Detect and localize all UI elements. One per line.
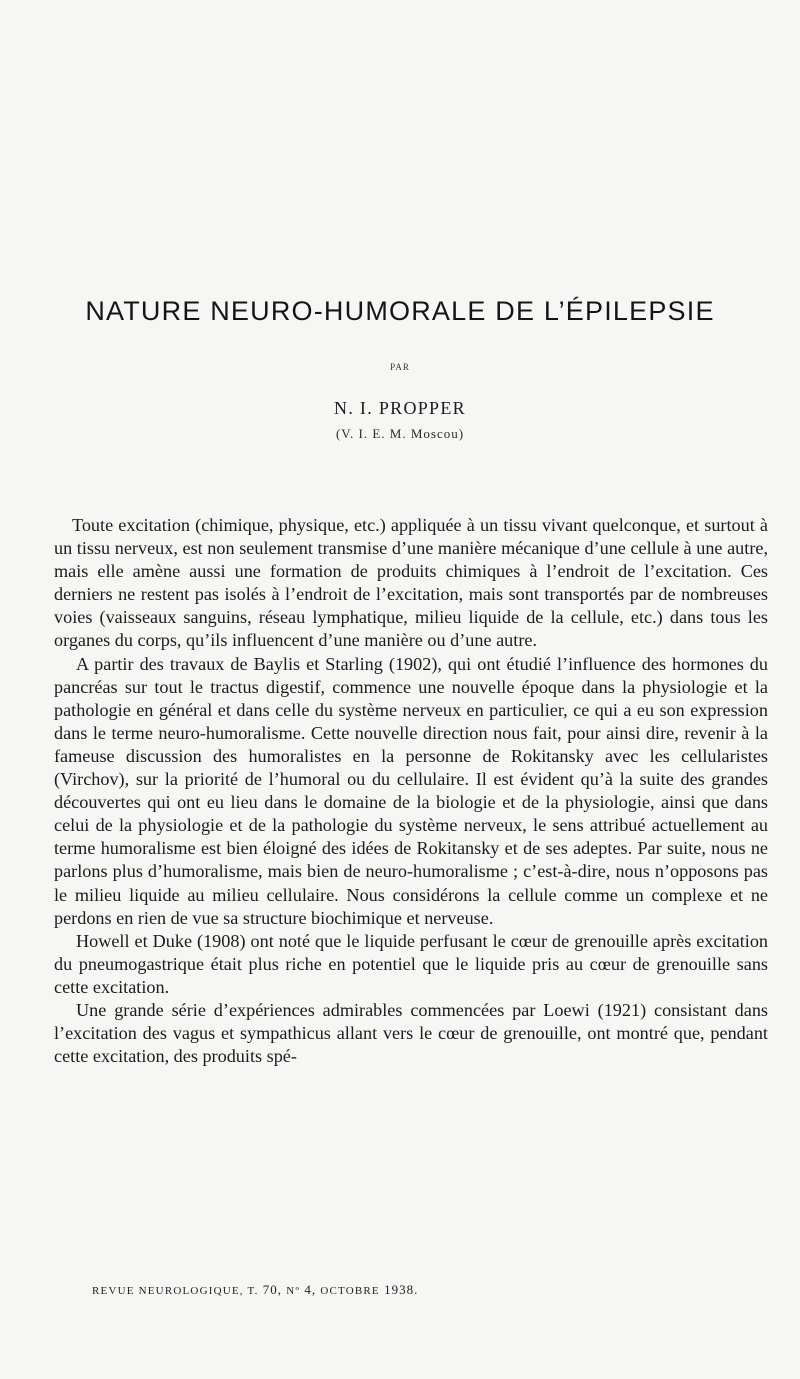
footer-volume: 70, — [262, 1282, 283, 1297]
paragraph-1: Toute excitation (chimique, physique, etc.) appliquée à un tissu vivant quelconque, et surtout à un tissu nerveux, est non seulement transmise d’une manière mécanique d’une cellule à une autre, mais elle amène aussi une formation de produits chimiques à l’endroit de l’excitation. Ces derniers ne restent pas isolés à l’endroit de l’excitation, mais sont transportés par de nombreuses voies (vaisseaux sanguins, réseau lymphatique, milieu liquide de la cellule, etc.) dans tous les organes du corps, qu’ils influencent d’une manière ou d’une autre. — [54, 515, 768, 651]
paragraph-3: Howell et Duke (1908) ont noté que le liquide perfusant le cœur de grenouille après excitation du pneumogastrique était plus riche en potentiel que le liquide pris au cœur de grenouille sans cette excitation. — [54, 930, 768, 997]
author-affiliation: (V. I. E. M. Moscou) — [335, 426, 465, 441]
page-footer-citation — [92, 1282, 418, 1298]
footer-journal: REVUE NEUROLOGIQUE, T. — [92, 1285, 259, 1297]
by-label: PAR — [390, 362, 410, 372]
paragraph-4: Une grande série d’expériences admirables commencées par Loewi (1921) consistant dans l’excitation des vagus et sympathicus allant vers le cœur de grenouille, ont montré que, pendant cette excitation, des produits spé- — [54, 999, 768, 1067]
paragraph-2: A partir des travaux de Baylis et Starling (1902), qui ont étudié l’influence des hormones du pancréas sur tout le tractus digestif, commence une nouvelle époque dans la physiologie et la pathologie en général et dans celle du système nerveux en particulier, ce qui a eu son expression dans le terme neuro-humoralisme. Cette nouvelle direction nous fait, pour ainsi dire, revenir à la fameuse discussion des humoralistes en la personne de Rokitansky avec les cellularistes (Virchov), sur la priorité de l’humoral ou du cellulaire. Il est évident qu’à la suite des grandes découvertes qui ont eu lieu dans le domaine de la biologie et de la physiologie, ainsi que dans celui de la physiologie et de la pathologie du système nerveux, le sens attribué actuellement au terme humoralisme est bien éloigné des idées de Rokitansky et de ses adeptes. Par suite, nous ne parlons plus d’humoralisme, mais bien de neuro-humoralisme ; c’est-à-dire, nous n’opposons pas le milieu liquide au milieu cellulaire. Nous considérons la cellule comme un complexe et ne perdons en rien de vue sa structure biochimique et nerveuse. — [54, 653, 768, 928]
footer-issue: 4, — [304, 1282, 317, 1297]
author-name: N. I. PROPPER — [334, 398, 466, 418]
article-body — [54, 514, 768, 1068]
footer-issue-label: Nº — [286, 1285, 301, 1297]
footer-year: 1938. — [384, 1282, 419, 1297]
article-title: NATURE NEURO-HUMORALE DE L’ÉPILEPSIE — [85, 296, 715, 326]
footer-date: OCTOBRE — [320, 1285, 380, 1297]
